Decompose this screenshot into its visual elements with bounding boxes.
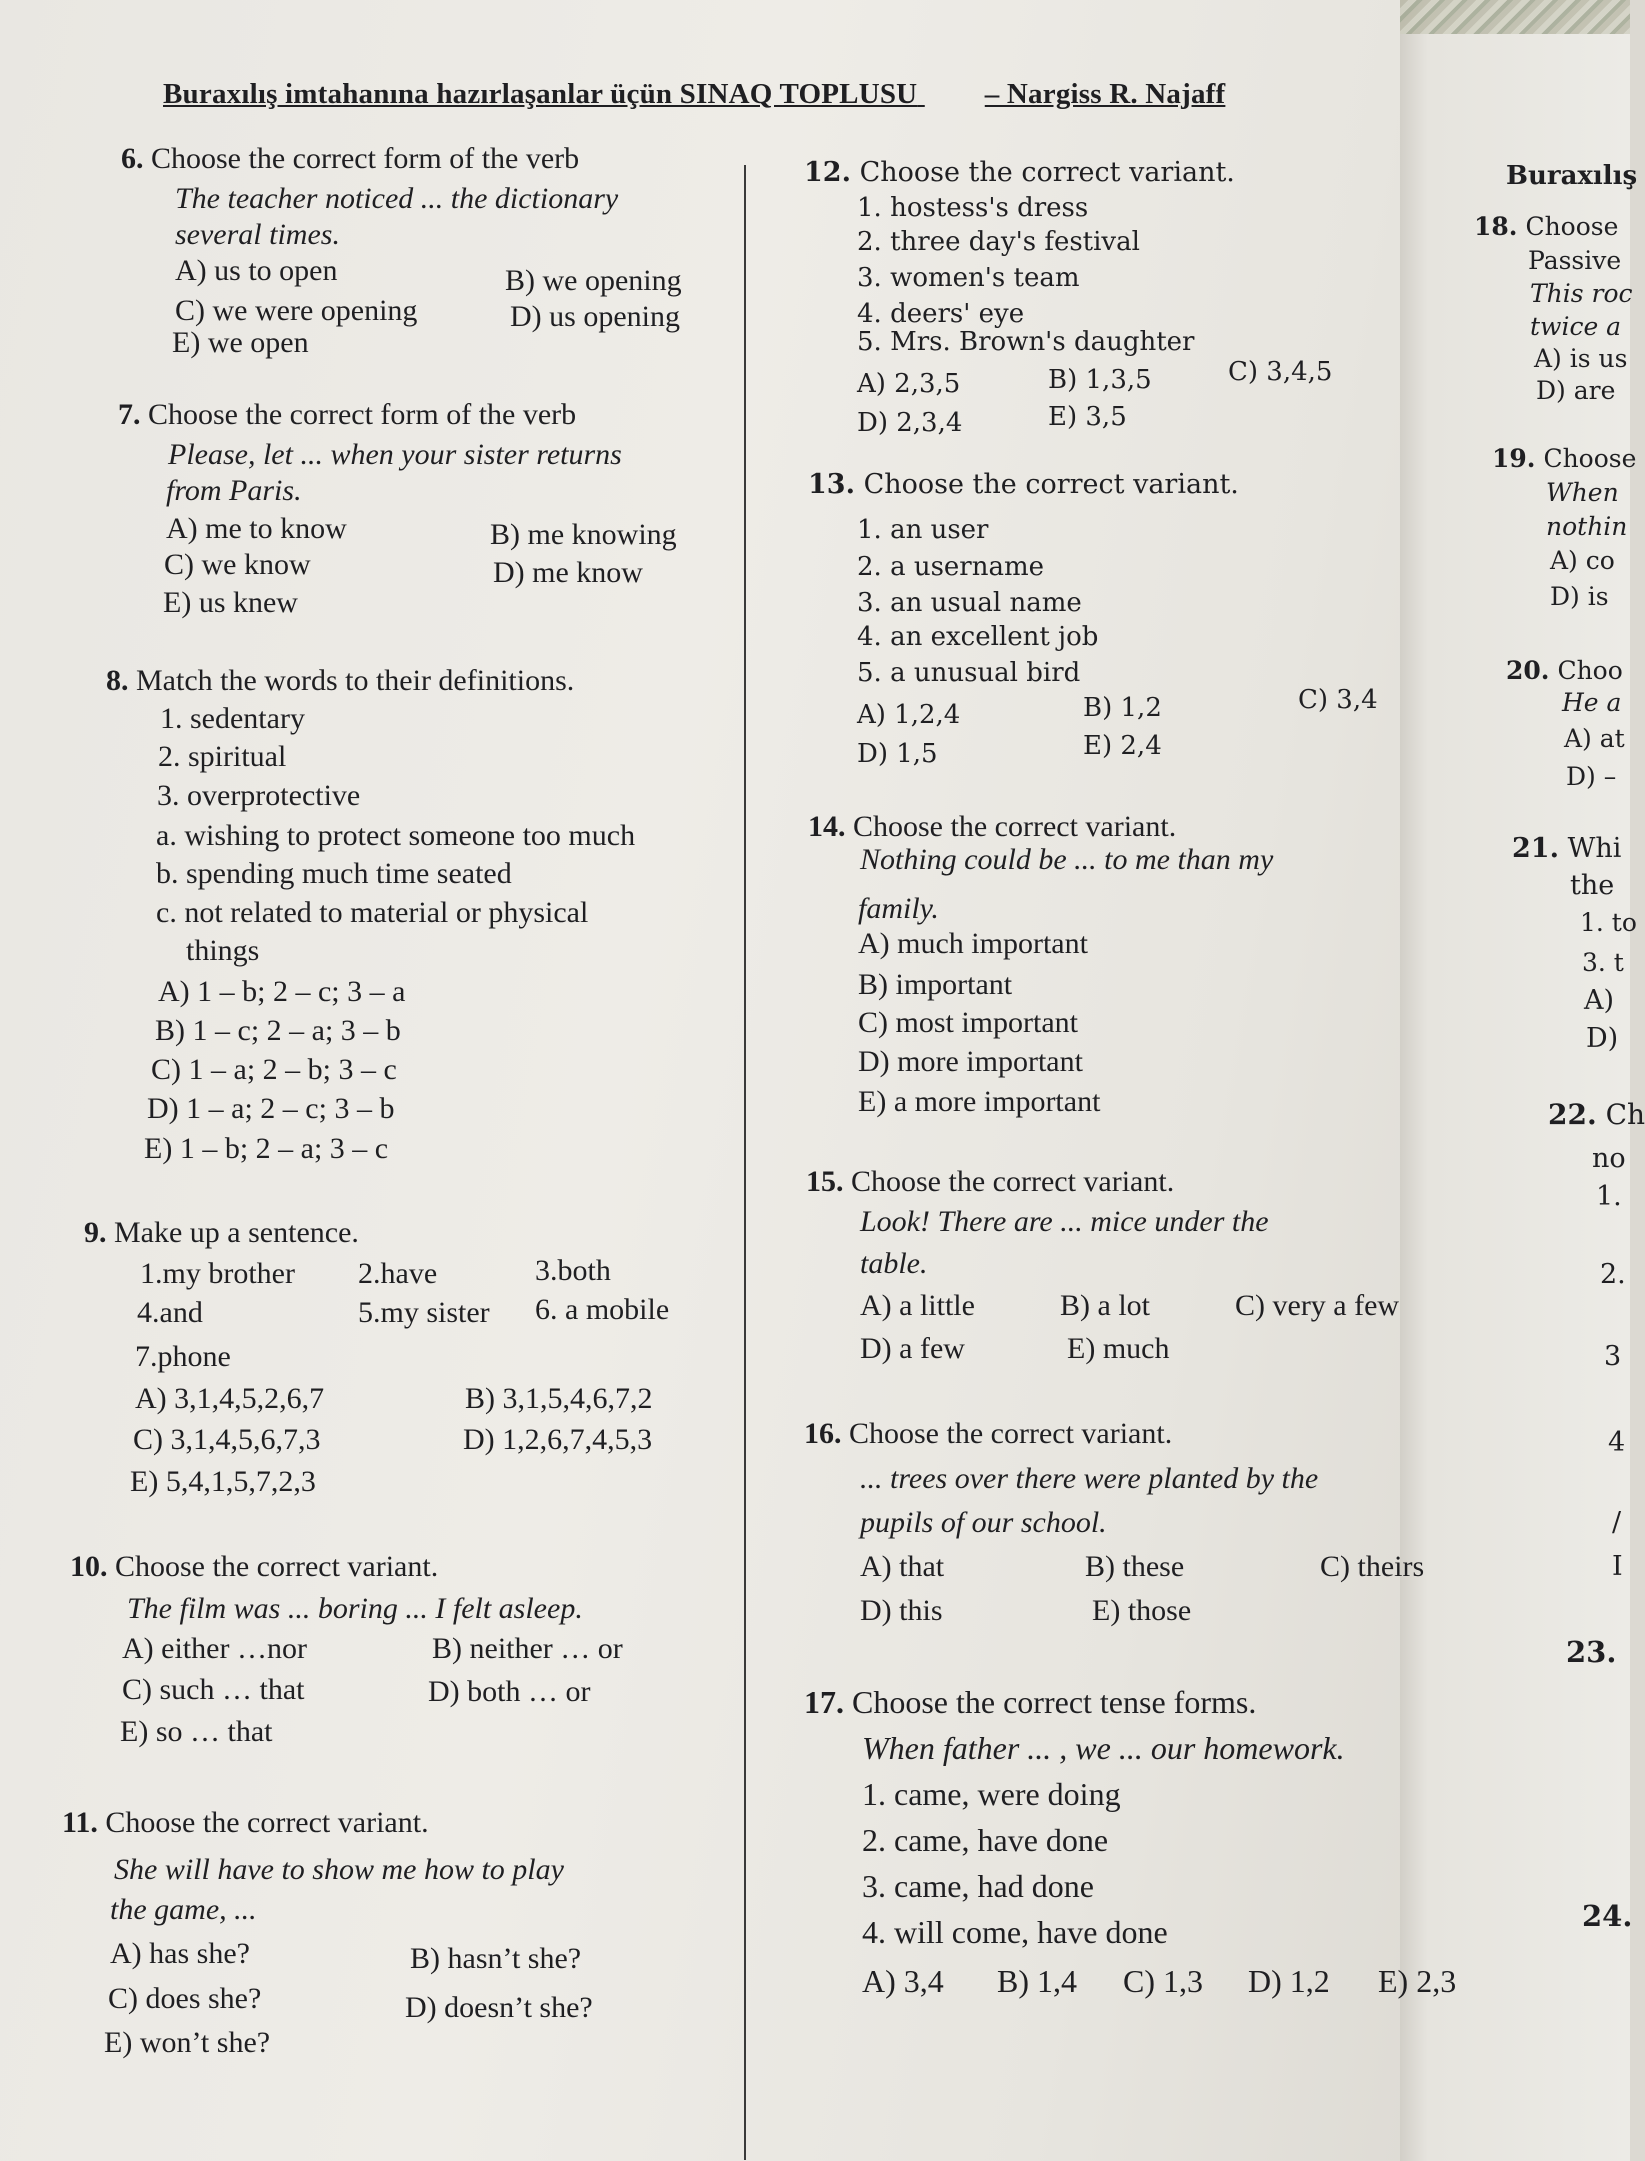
question-sentence: The film was ... boring ... I felt asleep. bbox=[127, 1592, 583, 1625]
answer-option[interactable]: B) 1 – c; 2 – a; 3 – b bbox=[155, 1014, 401, 1047]
answer-option[interactable]: E) we open bbox=[172, 326, 309, 359]
question-number: 21. bbox=[1512, 833, 1559, 864]
answer-option[interactable]: A) that bbox=[860, 1550, 945, 1583]
question-number: 16. bbox=[804, 1417, 842, 1450]
list-item: 3. women's team bbox=[857, 263, 1080, 293]
answer-option[interactable]: C) very a few bbox=[1235, 1289, 1400, 1322]
question-number: 11. bbox=[62, 1806, 98, 1839]
question-sentence: the game, ... bbox=[110, 1893, 257, 1926]
question-15 bbox=[806, 1163, 1174, 1200]
header-title: Buraxılış imtahanına hazırlaşanlar üçün SINAQ TOPLUSU bbox=[163, 78, 918, 110]
sentence-word: 1.my brother bbox=[140, 1257, 295, 1290]
answer-option[interactable]: A) 3,4 bbox=[862, 1963, 944, 1999]
cut-text: / bbox=[1612, 1507, 1622, 1538]
cut-text: no bbox=[1592, 1143, 1626, 1174]
right-page-header: Buraxılış bbox=[1506, 161, 1638, 191]
list-item: 4. will come, have done bbox=[862, 1914, 1168, 1950]
question-10 bbox=[70, 1548, 438, 1585]
answer-option[interactable]: A) either …nor bbox=[122, 1632, 307, 1665]
cut-text: 3 bbox=[1604, 1341, 1622, 1372]
answer-option[interactable]: E) us knew bbox=[163, 586, 298, 619]
answer-option[interactable]: B) 3,1,5,4,6,7,2 bbox=[465, 1382, 653, 1415]
answer-option[interactable]: A) 1,2,4 bbox=[857, 700, 961, 730]
question-number: 24. bbox=[1582, 1899, 1633, 1933]
question-sentence: When father ... , we ... our homework. bbox=[862, 1730, 1345, 1766]
question-23 bbox=[1566, 1634, 1630, 1671]
answer-option[interactable]: E) those bbox=[1092, 1594, 1192, 1627]
sentence-word: 7.phone bbox=[135, 1340, 231, 1373]
question-sentence: several times. bbox=[175, 218, 340, 251]
answer-option[interactable]: A) 3,1,4,5,2,6,7 bbox=[135, 1382, 325, 1415]
match-definition: things bbox=[186, 934, 260, 967]
question-prompt: Choose the correct variant. bbox=[115, 1550, 439, 1583]
cut-text: Passive bbox=[1528, 246, 1622, 275]
question-number: 6. bbox=[121, 142, 144, 175]
match-word: 1. sedentary bbox=[160, 702, 305, 735]
answer-option[interactable]: C) most important bbox=[858, 1006, 1078, 1039]
answer-option[interactable]: E) 1 – b; 2 – a; 3 – c bbox=[144, 1132, 389, 1165]
question-13 bbox=[808, 466, 1239, 503]
question-22 bbox=[1548, 1096, 1645, 1133]
answer-option[interactable]: C) 3,1,4,5,6,7,3 bbox=[133, 1423, 321, 1456]
question-11 bbox=[62, 1804, 429, 1841]
question-6 bbox=[121, 140, 579, 177]
cut-text: He a bbox=[1562, 688, 1622, 717]
cut-text: twice a bbox=[1530, 312, 1622, 341]
cut-text: 1. bbox=[1596, 1181, 1622, 1212]
answer-option[interactable]: B) 1,2 bbox=[1083, 693, 1162, 723]
answer-option[interactable]: D) 1,5 bbox=[857, 739, 938, 769]
answer-option[interactable]: E) a more important bbox=[858, 1085, 1101, 1118]
question-9 bbox=[84, 1214, 359, 1251]
list-item: 3. came, had done bbox=[862, 1868, 1094, 1904]
sentence-word: 3.both bbox=[535, 1254, 611, 1287]
answer-option[interactable]: E) 2,4 bbox=[1083, 731, 1162, 761]
answer-option[interactable]: B) we opening bbox=[505, 264, 682, 297]
cut-text: 4 bbox=[1608, 1427, 1626, 1458]
answer-option[interactable]: C) does she? bbox=[108, 1982, 262, 2015]
answer-option[interactable]: C) 1 – a; 2 – b; 3 – c bbox=[151, 1053, 397, 1086]
cut-text: the bbox=[1570, 870, 1615, 901]
answer-option[interactable]: D) more important bbox=[858, 1045, 1083, 1078]
cut-text: nothin bbox=[1546, 512, 1628, 541]
list-item: 1. hostess's dress bbox=[857, 193, 1089, 223]
answer-option[interactable]: C) we know bbox=[164, 548, 311, 581]
cut-text: A) at bbox=[1564, 724, 1625, 753]
question-sentence: family. bbox=[858, 892, 939, 925]
cut-text: D) bbox=[1586, 1023, 1619, 1054]
answer-option[interactable]: D) a few bbox=[860, 1332, 965, 1365]
question-number: 17. bbox=[804, 1684, 844, 1720]
question-prompt: Make up a sentence. bbox=[114, 1216, 359, 1249]
question-number: 10. bbox=[70, 1550, 108, 1583]
answer-option[interactable]: B) 1,3,5 bbox=[1048, 365, 1152, 395]
question-prompt: Choose the correct variant. bbox=[853, 810, 1177, 843]
answer-option[interactable]: E) 3,5 bbox=[1048, 402, 1127, 432]
answer-option[interactable]: B) a lot bbox=[1060, 1289, 1150, 1322]
question-number: 7. bbox=[118, 398, 141, 431]
question-number: 9. bbox=[84, 1216, 107, 1249]
sentence-word: 4.and bbox=[137, 1296, 203, 1329]
question-sentence: pupils of our school. bbox=[860, 1506, 1107, 1539]
question-18 bbox=[1474, 208, 1630, 245]
question-21 bbox=[1512, 830, 1630, 867]
answer-option[interactable]: A) me to know bbox=[166, 512, 347, 545]
list-item: 3. an usual name bbox=[857, 588, 1082, 618]
cut-text: This roc bbox=[1530, 279, 1633, 308]
cut-text: When bbox=[1546, 478, 1619, 507]
sentence-word: 6. a mobile bbox=[535, 1293, 670, 1326]
question-sentence: Please, let ... when your sister returns bbox=[168, 438, 622, 471]
answer-option[interactable]: C) 1,3 bbox=[1123, 1963, 1203, 1999]
cut-text: D) – bbox=[1566, 762, 1617, 791]
answer-option[interactable]: B) important bbox=[858, 968, 1013, 1001]
question-sentence: The teacher noticed ... the dictionary bbox=[175, 182, 619, 215]
answer-option[interactable]: E) 5,4,1,5,7,2,3 bbox=[130, 1465, 316, 1498]
cut-text: D) are bbox=[1536, 376, 1616, 405]
question-sentence: table. bbox=[860, 1247, 928, 1280]
question-prompt: Choose bbox=[1543, 444, 1637, 473]
answer-option[interactable]: A) much important bbox=[858, 927, 1088, 960]
question-number: 15. bbox=[806, 1165, 844, 1198]
question-sentence: Nothing could be ... to me than my bbox=[860, 843, 1274, 876]
answer-option[interactable]: D) 1,2 bbox=[1248, 1963, 1330, 1999]
answer-option[interactable]: A) us to open bbox=[175, 254, 338, 287]
answer-option[interactable]: D) this bbox=[860, 1594, 943, 1627]
question-prompt: Choose bbox=[1525, 212, 1619, 241]
question-number: 20. bbox=[1506, 656, 1550, 685]
answer-option[interactable]: D) 1,2,6,7,4,5,3 bbox=[463, 1423, 653, 1456]
cut-text: I bbox=[1612, 1551, 1623, 1582]
question-sentence: Look! There are ... mice under the bbox=[860, 1205, 1269, 1238]
answer-option[interactable]: A) 1 – b; 2 – c; 3 – a bbox=[158, 975, 406, 1008]
answer-option[interactable]: D) both … or bbox=[428, 1675, 591, 1708]
list-item: 2. came, have done bbox=[862, 1822, 1109, 1858]
answer-option[interactable]: A) 2,3,5 bbox=[857, 369, 961, 399]
question-prompt: Whi bbox=[1567, 833, 1622, 864]
cut-text: A) co bbox=[1550, 546, 1615, 575]
question-number: 8. bbox=[106, 664, 129, 697]
answer-option[interactable]: D) doesn’t she? bbox=[405, 1991, 593, 2024]
question-prompt: Choose the correct variant. bbox=[851, 1165, 1175, 1198]
question-prompt: Choose the correct variant. bbox=[863, 469, 1239, 500]
question-number: 18. bbox=[1474, 212, 1518, 241]
answer-option[interactable]: D) us opening bbox=[510, 300, 680, 333]
list-item: 1. came, were doing bbox=[862, 1776, 1121, 1812]
question-sentence: from Paris. bbox=[166, 474, 302, 507]
answer-option[interactable]: C) such … that bbox=[122, 1673, 305, 1706]
question-prompt: Choose the correct form of the verb bbox=[151, 142, 580, 175]
list-item: 1. an user bbox=[857, 515, 989, 545]
cut-text: A) bbox=[1584, 985, 1615, 1016]
question-number: 23. bbox=[1566, 1635, 1617, 1669]
answer-option[interactable]: A) a little bbox=[860, 1289, 975, 1322]
cut-text: D) is bbox=[1550, 582, 1609, 611]
answer-option[interactable]: B) me knowing bbox=[490, 518, 677, 551]
match-word: 2. spiritual bbox=[158, 740, 287, 773]
question-prompt: Choose the correct variant. bbox=[849, 1417, 1173, 1450]
match-definition: a. wishing to protect someone too much bbox=[156, 819, 636, 852]
list-item: 5. a unusual bird bbox=[857, 658, 1081, 688]
list-item: 5. Mrs. Brown's daughter bbox=[857, 327, 1195, 357]
answer-option[interactable]: C) 3,4 bbox=[1298, 685, 1378, 715]
answer-option[interactable]: B) these bbox=[1085, 1550, 1185, 1583]
list-item: 4. an excellent job bbox=[857, 622, 1099, 652]
match-word: 3. overprotective bbox=[157, 779, 361, 812]
answer-option[interactable]: E) 2,3 bbox=[1378, 1963, 1457, 1999]
question-number: 12. bbox=[804, 157, 851, 188]
question-sentence: ... trees over there were planted by the bbox=[860, 1462, 1319, 1495]
question-sentence: She will have to show me how to play bbox=[114, 1853, 564, 1886]
question-16 bbox=[804, 1415, 1172, 1452]
answer-option[interactable]: C) 3,4,5 bbox=[1228, 357, 1333, 387]
question-17 bbox=[804, 1684, 1256, 1721]
header-author: – Nargiss R. Najaff bbox=[984, 78, 1226, 110]
list-item: 4. deers' eye bbox=[857, 299, 1025, 329]
question-prompt: Choose the correct variant. bbox=[859, 157, 1235, 188]
question-number: 14. bbox=[808, 810, 846, 843]
question-prompt: Choose the correct tense forms. bbox=[852, 1684, 1257, 1720]
answer-option[interactable]: B) 1,4 bbox=[997, 1963, 1077, 1999]
answer-option[interactable]: D) me know bbox=[493, 556, 643, 589]
background-fabric bbox=[1400, 0, 1630, 34]
match-definition: c. not related to material or physical bbox=[156, 896, 589, 929]
answer-option[interactable]: E) much bbox=[1067, 1332, 1170, 1365]
question-number: 22. bbox=[1548, 1098, 1597, 1131]
question-prompt: Choose the correct variant. bbox=[105, 1806, 429, 1839]
column-divider bbox=[744, 165, 746, 2160]
cut-text: 3. t bbox=[1582, 948, 1624, 977]
cut-text: 1. to bbox=[1580, 908, 1637, 937]
question-8 bbox=[106, 662, 574, 699]
answer-option[interactable]: B) neither … or bbox=[432, 1632, 623, 1665]
answer-option[interactable]: A) has she? bbox=[110, 1937, 250, 1970]
cut-text: A) is us bbox=[1534, 344, 1628, 373]
answer-option[interactable]: D) 2,3,4 bbox=[857, 408, 963, 438]
match-definition: b. spending much time seated bbox=[156, 857, 512, 890]
list-item: 2. three day's festival bbox=[857, 227, 1140, 257]
answer-option[interactable]: B) hasn’t she? bbox=[410, 1942, 582, 1975]
question-24 bbox=[1582, 1898, 1633, 1935]
question-12 bbox=[804, 154, 1235, 191]
page-header bbox=[163, 78, 1363, 111]
answer-option[interactable]: E) won’t she? bbox=[104, 2026, 271, 2059]
answer-option[interactable]: E) so … that bbox=[120, 1715, 273, 1748]
answer-option[interactable]: D) 1 – a; 2 – c; 3 – b bbox=[147, 1092, 395, 1125]
question-prompt: Choo bbox=[1557, 656, 1623, 685]
sentence-word: 2.have bbox=[358, 1257, 438, 1290]
list-item: 2. a username bbox=[857, 552, 1045, 582]
question-prompt: Choose the correct form of the verb bbox=[148, 398, 577, 431]
question-7 bbox=[118, 396, 576, 433]
sentence-word: 5.my sister bbox=[358, 1296, 490, 1329]
question-14 bbox=[808, 808, 1176, 845]
question-prompt: Ch bbox=[1605, 1098, 1645, 1131]
question-19 bbox=[1492, 440, 1637, 477]
answer-option[interactable]: C) we were opening bbox=[175, 294, 418, 327]
question-number: 19. bbox=[1492, 444, 1536, 473]
question-prompt: Match the words to their definitions. bbox=[136, 664, 575, 697]
answer-option[interactable]: C) theirs bbox=[1320, 1550, 1425, 1583]
cut-text: 2. bbox=[1600, 1259, 1626, 1290]
question-number: 13. bbox=[808, 469, 855, 500]
